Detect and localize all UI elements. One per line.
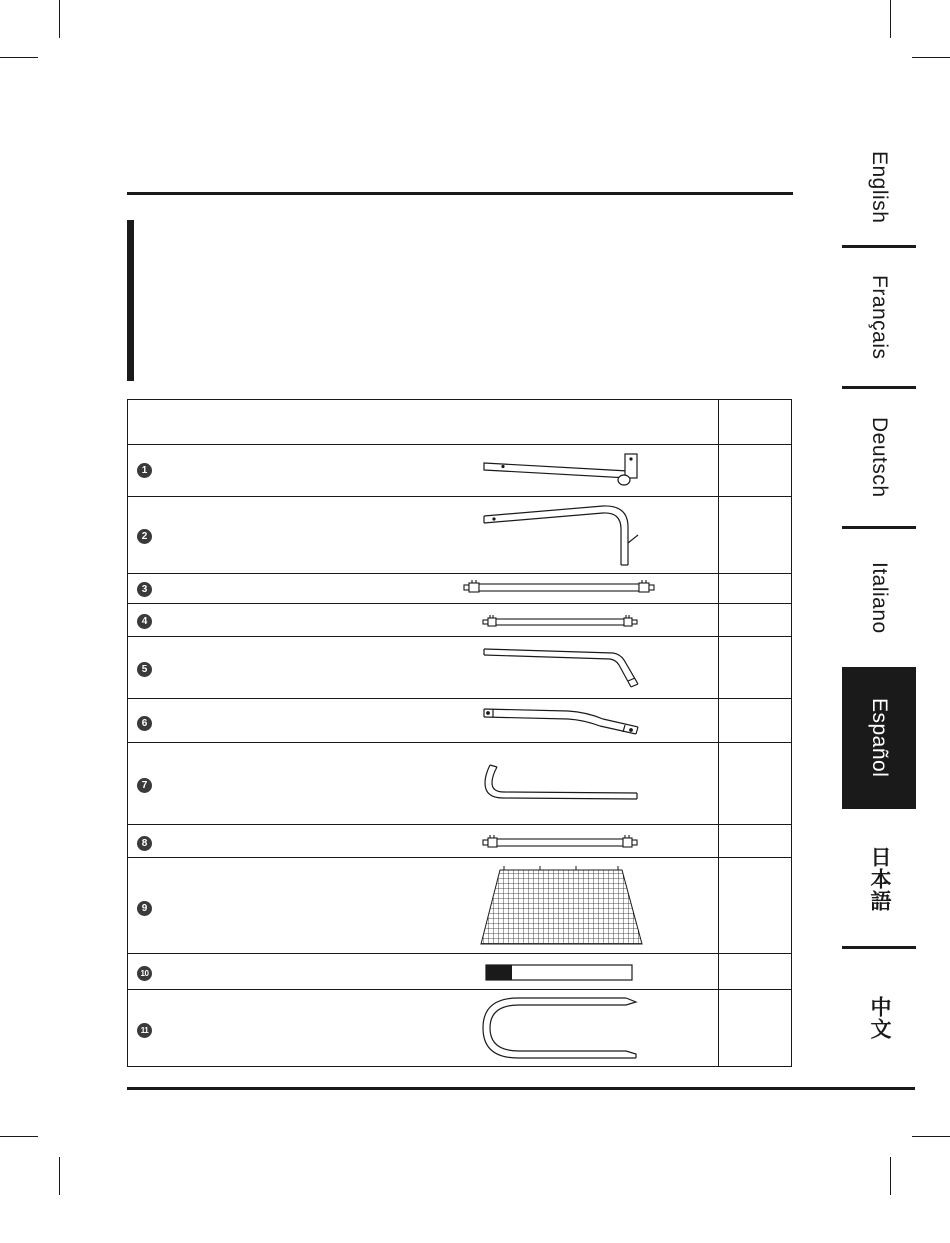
quantity-cell (719, 445, 792, 497)
tab-label: 日本語 (868, 846, 891, 912)
part-number-badge: 11 (137, 1023, 152, 1038)
part-cell (128, 637, 719, 699)
crop-mark-bottom-right-v (890, 1157, 891, 1195)
header-cell-quantity (719, 400, 792, 445)
table-row (128, 637, 792, 699)
table-row (128, 699, 792, 743)
part-cell (128, 604, 719, 637)
part-cell (128, 699, 719, 743)
tab-italiano[interactable] (842, 540, 916, 655)
footer-rule (127, 1087, 915, 1090)
part-number-badge: 3 (137, 582, 152, 597)
short-tube-with-pins-icon (128, 604, 720, 637)
parts-table (127, 399, 792, 1067)
tab-japanese[interactable] (842, 820, 916, 938)
part-number-badge: 9 (137, 901, 152, 916)
table-row (128, 858, 792, 954)
part-cell (128, 990, 719, 1067)
crop-mark-top-left-h (0, 57, 38, 58)
tab-espanol[interactable] (842, 667, 916, 809)
quantity-cell (719, 954, 792, 990)
table-header-row (128, 400, 792, 445)
tab-label: English (868, 151, 891, 224)
part-number-badge: 7 (137, 778, 152, 793)
tab-divider (842, 245, 916, 248)
tab-deutsch[interactable] (842, 400, 916, 515)
table-row (128, 497, 792, 574)
crop-mark-top-right-h (912, 57, 950, 58)
quantity-cell (719, 574, 792, 604)
tab-label: Deutsch (868, 417, 891, 498)
header-rule (127, 192, 793, 195)
part-cell (128, 574, 719, 604)
table-row (128, 990, 792, 1067)
angled-tube-with-end-holes-icon (128, 699, 720, 743)
part-cell (128, 825, 719, 858)
part-number-badge: 1 (137, 463, 152, 478)
tab-label: Español (868, 698, 891, 778)
part-cell (128, 445, 719, 497)
crop-mark-bottom-left-v (59, 1157, 60, 1195)
quantity-cell (719, 990, 792, 1067)
part-number-badge: 8 (137, 836, 152, 851)
quantity-cell (719, 497, 792, 574)
part-cell (128, 954, 719, 990)
table-row (128, 604, 792, 637)
language-tabs (842, 0, 916, 1100)
tab-label: 中文 (868, 995, 891, 1040)
crop-mark-bottom-left-h (0, 1136, 38, 1137)
short-tube-with-pins-icon (128, 825, 720, 858)
net-icon (128, 858, 720, 954)
strap-icon (128, 954, 720, 990)
tube-with-pins-icon (128, 574, 720, 604)
crop-mark-bottom-right-h (912, 1136, 950, 1137)
table-row (128, 445, 792, 497)
part-number-badge: 4 (137, 614, 152, 629)
part-cell (128, 858, 719, 954)
header-cell-part (128, 400, 719, 445)
tab-english[interactable] (842, 130, 916, 245)
table-row (128, 954, 792, 990)
quantity-cell (719, 604, 792, 637)
u-stake-icon (128, 990, 720, 1067)
part-number-badge: 10 (137, 966, 152, 981)
section-marker-bar (127, 220, 134, 381)
tab-francais[interactable] (842, 260, 916, 375)
quantity-cell (719, 743, 792, 825)
quantity-cell (719, 699, 792, 743)
tab-divider (842, 526, 916, 529)
quantity-cell (719, 858, 792, 954)
part-number-badge: 2 (137, 529, 152, 544)
part-cell (128, 743, 719, 825)
tab-label: Italiano (868, 561, 891, 634)
part-number-badge: 5 (137, 662, 152, 677)
table-row (128, 574, 792, 604)
bent-frame-tube-icon (128, 497, 720, 574)
part-cell (128, 497, 719, 574)
quantity-cell (719, 825, 792, 858)
l-shaped-tube-icon (128, 743, 720, 825)
table-row (128, 825, 792, 858)
tab-label: Français (868, 275, 891, 360)
quantity-cell (719, 637, 792, 699)
table-row (128, 743, 792, 825)
tab-chinese[interactable] (842, 960, 916, 1075)
tab-divider (842, 946, 916, 949)
crop-mark-top-left-v (59, 0, 60, 38)
tab-divider (842, 386, 916, 389)
part-number-badge: 6 (137, 716, 152, 731)
angled-tube-icon (128, 637, 720, 699)
frame-tube-with-socket-icon (128, 445, 720, 497)
